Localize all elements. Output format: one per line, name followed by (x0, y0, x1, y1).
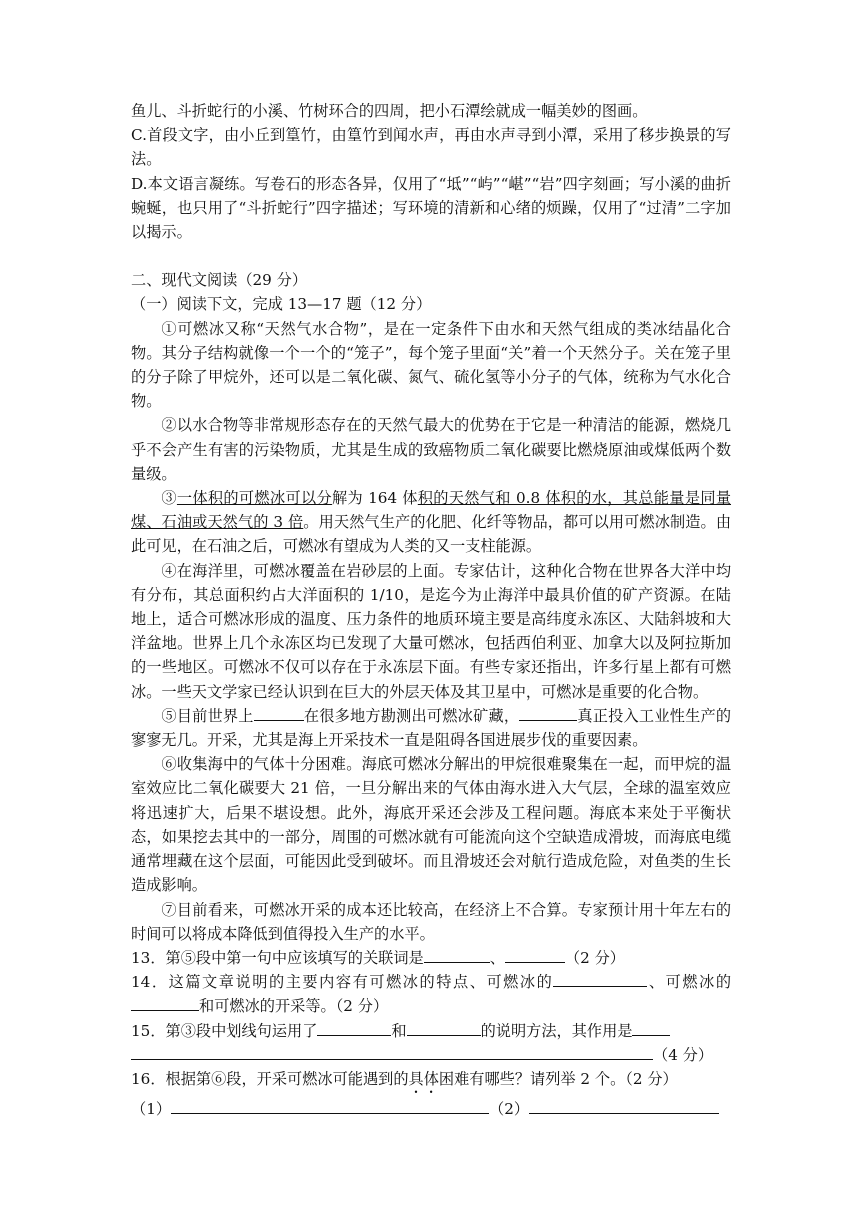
answer-blank[interactable] (424, 947, 490, 963)
section-title: 二、现代文阅读（29 分） (131, 271, 308, 290)
option-d (131, 172, 731, 245)
paragraph-number: ③ (161, 489, 177, 508)
paragraph-text: ⑤目前世界上 (161, 706, 254, 725)
question-text: 13．第⑤段中第一句中应该填写的关联词是 (131, 948, 424, 967)
paragraph-4: ④在海洋里，可燃冰覆盖在岩砂层的上面。专家估计，这种化合物在世界各大洋中均有分布，其总面积约占大洋面积的 1/10，是迄今为止海洋中最具价值的矿产资源。在陆地上，适合可燃冰形成的温度、压力条件的地质环境主要是高纬度永冻区、大陆斜坡和大洋盆地。世界上几个永冻区均已发现了大量可燃冰，包括西伯利亚、加拿大以及阿拉斯加的一些地区。可燃冰不仅可以存在于永冻层下面。有些专家还指出，许多行星上都有可燃冰。一些天文学家已经认识到在巨大的外层天体及其卫星中，可燃冰是重要的化合物。 (131, 561, 731, 701)
question-16 (131, 1067, 731, 1097)
question-13 (131, 946, 731, 970)
score-label: （2 分） (564, 948, 625, 967)
fill-blank[interactable] (519, 705, 577, 721)
answer-blank[interactable] (131, 995, 199, 1011)
document-body (131, 99, 731, 1121)
question-text: 困难有哪些？请列举 2 个。（2 分） (438, 1069, 678, 1088)
answer-blank[interactable] (407, 1020, 481, 1036)
option-b-tail (131, 99, 731, 123)
question-text: 16．根据第⑥段，开采可燃冰可能遇到的 (131, 1069, 409, 1088)
text-line: 鱼儿、斗折蛇行的小溪、竹树环合的四周，把小石潭绘就成一幅美妙的图画。 (131, 102, 648, 120)
question-text: 和可燃冰的开采等。（2 分） (199, 997, 389, 1016)
score-label: （4 分） (653, 1045, 714, 1064)
paragraph-2: ②以水合物等非常规形态存在的天然气最大的优势在于它是一种清洁的能源，燃烧几乎不会产生有害的污染物质，尤其是生成的致癌物质二氧化碳要比燃烧原油或煤低两个数量级。 (131, 416, 731, 483)
paragraph-7: ⑦目前看来，可燃冰开采的成本还比较高，在经济上不合算。专家预计用十年左右的时间可以将成本降低到值得投入生产的水平。 (131, 900, 731, 943)
question-text: 的说明方法，其作用是 (480, 1021, 633, 1040)
answer-blank[interactable] (553, 971, 647, 987)
paragraph-6: ⑥收集海中的气体十分困难。海底可燃冰分解出的甲烷很难聚集在一起，而甲烷的温室效应比二氧化碳要大 21 倍，一旦分解出来的气体由海水进入大气层，全球的温室效应将迅速扩大，后果不堪设想。此外，海底开采还会涉及工程问题。海底本来处于平衡状态，如果挖去其中的一部分，周围的可燃冰就有可能流向这个空缺造成滑坡，而海底电缆通常埋藏在这个层面，可能因此受到破坏。而且滑坡还会对航行造成危险，对鱼类的生长造成影响。 (131, 755, 731, 895)
emphasized-text: 具体 (408, 1069, 439, 1088)
option-c-text: C.首段文字，由小丘到篁竹，由篁竹到闻水声，再由水声寻到小潭，采用了移步换景的写法。 (131, 126, 731, 169)
fill-blank[interactable] (254, 705, 304, 721)
section-subtitle: （一）阅读下文，完成 13—17 题（12 分） (131, 295, 432, 314)
paragraph-1: ①可燃冰又称“天然气水合物”，是在一定条件下由水和天然气组成的类冰结晶化合物。其分子结构就像一个一个的“笼子”，每个笼子里面“关”着一个天然分子。关在笼子里的分子除了甲烷外，还可以是二氧化碳、氮气、硫化氢等小分子的气体，统称为气水化合物。 (131, 319, 731, 411)
question-text: 14．这篇文章说明的主要内容有可燃冰的特点、可燃冰的 (131, 973, 554, 992)
paragraph-text: 真正投入工业性生产的寥寥无几。开采，尤其是海上开采技术一直是阻碍各国进展步伐的重要因素。 (131, 706, 732, 750)
option-c (131, 123, 731, 171)
separator: 、 (489, 948, 505, 967)
question-14 (131, 970, 731, 1018)
paragraph-text: 。用天然气生产的化肥、化纤等物品，都可以用可燃冰制造。由此可见，在石油之后，可燃冰有望成为人类的又一支柱能源。 (131, 513, 732, 556)
answer-line-1[interactable] (171, 1098, 489, 1114)
question-text: 15．第③段中划线句运用了 (131, 1021, 318, 1040)
question-text: 、可燃冰的 (647, 973, 732, 992)
answer-label: （2） (489, 1099, 530, 1118)
question-text: 和 (391, 1021, 407, 1040)
paragraph-text: 在很多地方勘测出可燃冰矿藏， (303, 706, 520, 725)
answer-line-2[interactable] (529, 1098, 719, 1114)
underlined-sentence: 积的天然气和 0.8 体积的水，其总能量是同量煤、石油或天然气的 3 倍 (131, 489, 732, 532)
paragraph-5 (131, 704, 731, 752)
underlined-sentence: 一体积的可燃冰可以分 (176, 489, 332, 508)
answer-blank[interactable] (505, 947, 565, 963)
answer-blank[interactable] (131, 1044, 653, 1060)
spacer (131, 244, 731, 268)
paragraph-3 (131, 486, 731, 559)
question-15-line2 (131, 1043, 731, 1067)
question-16-answers (131, 1097, 731, 1121)
answer-blank[interactable] (632, 1020, 670, 1036)
answer-label: （1） (131, 1099, 172, 1118)
option-d-text: D.本文语言凝练。写卷石的形态各异，仅用了“坻”“屿”“嵁”“岩”四字刻画；写小溪的曲折蜿蜒，也只用了“斗折蛇行”四字描述；写环境的清新和心绪的烦躁，仅用了“过清”二字加以揭示。 (131, 174, 731, 242)
question-15 (131, 1019, 731, 1043)
answer-blank[interactable] (317, 1020, 391, 1036)
paragraph-text: 解为 164 体 (331, 489, 418, 508)
